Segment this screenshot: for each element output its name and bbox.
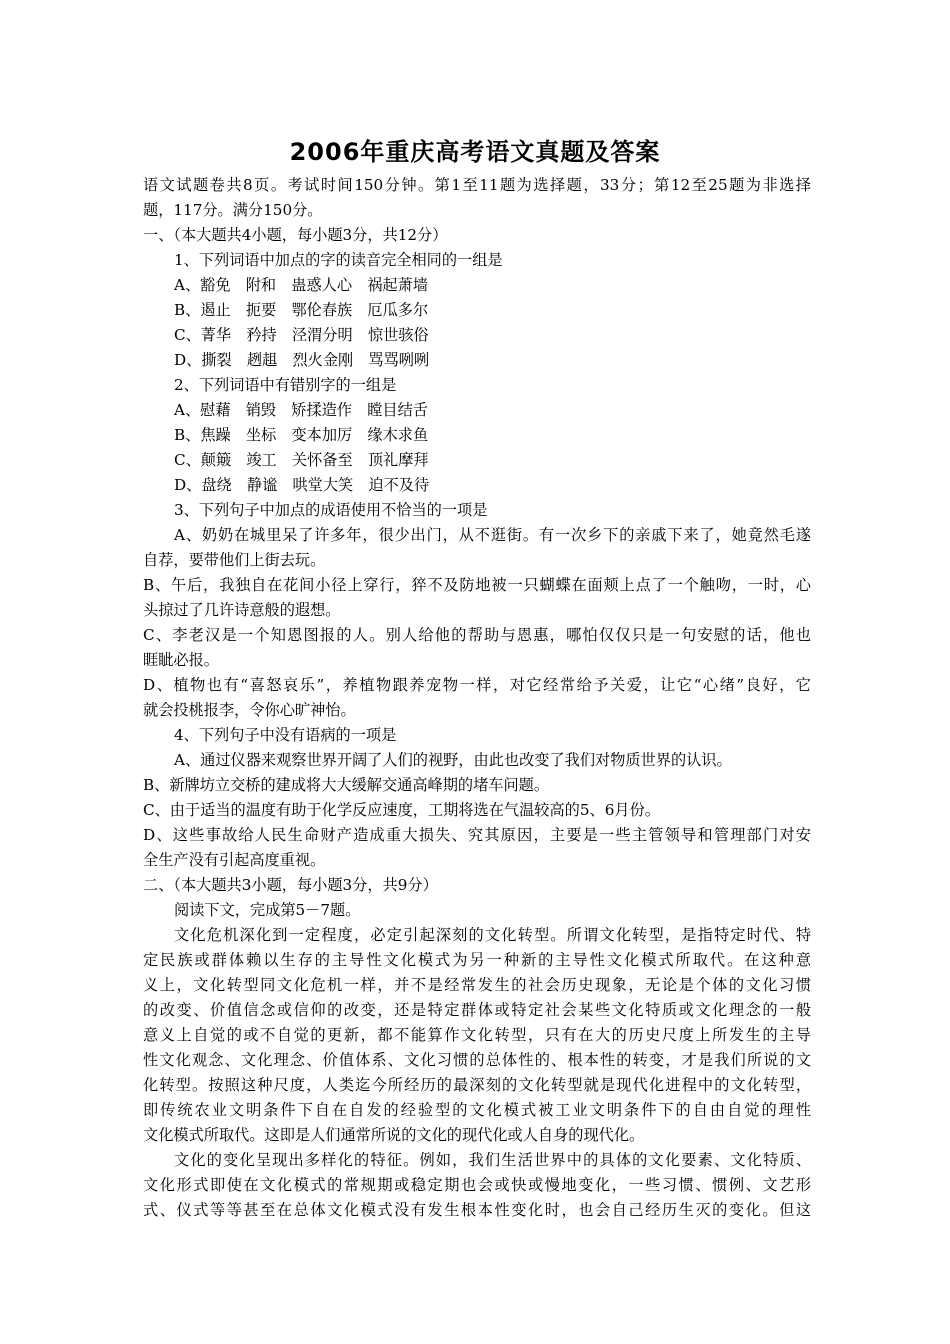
text-line: 义上，文化转型同文化危机一样，并不是经常发生的社会历史现象，无论是个体的文化习惯 (143, 976, 811, 994)
text-line: 语文试题卷共8页。考试时间150分钟。第1至11题为选择题，33分；第12至25题为非选择 (143, 176, 811, 194)
text-line: 一、（本大题共4小题，每小题3分，共12分） (143, 226, 448, 244)
text-line: 意义上自觉的或不自觉的更新，都不能算作文化转型，只有在大的历史尺度上所发生的主导 (143, 1026, 811, 1044)
text-line: D、植物也有“喜怒哀乐”，养植物跟养宠物一样，对它经常给予关爱，让它“心绪”良好，它 (143, 676, 811, 694)
text-line: 睚眦必报。 (143, 651, 219, 669)
text-line: D、这些事故给人民生命财产造成重大损失、究其原因，主要是一些主管领导和管理部门对安 (143, 826, 811, 844)
text-line: 3、下列句子中加点的成语使用不恰当的一项是 (174, 501, 488, 519)
text-line: 式、仪式等等甚至在总体文化模式没有发生根本性变化时，也会自己经历生灭的变化。但这 (143, 1201, 811, 1219)
text-line: A、豁免 附和 蛊惑人心 祸起萧墙 (174, 276, 428, 294)
text-line: A、慰藉 销毁 矫揉造作 瞠目结舌 (174, 401, 428, 419)
text-line: 全生产没有引起高度重视。 (143, 851, 326, 869)
text-line: 头掠过了几许诗意般的遐想。 (143, 601, 341, 619)
text-line: 1、下列词语中加点的字的读音完全相同的一组是 (174, 251, 503, 269)
text-line: A、通过仪器来观察世界开阔了人们的视野，由此也改变了我们对物质世界的认识。 (174, 751, 732, 769)
text-line: 自荐，要带他们上街去玩。 (143, 551, 326, 569)
text-line: 文化模式所取代。这即是人们通常所说的文化的现代化或人自身的现代化。 (143, 1126, 645, 1144)
text-line: 性文化观念、文化理念、价值体系、文化习惯的总体性的、根本性的转变，才是我们所说的文 (143, 1051, 811, 1069)
text-line: C、由于适当的温度有助于化学反应速度，工期将选在气温较高的5、6月份。 (143, 801, 660, 819)
text-line: 阅读下文，完成第5－7题。 (174, 901, 361, 919)
text-line: A、奶奶在城里呆了许多年，很少出门，从不逛街。有一次乡下的亲戚下来了，她竟然毛遂 (174, 526, 811, 544)
text-line: C、李老汉是一个知恩图报的人。别人给他的帮助与恩惠，哪怕仅仅只是一句安慰的话，他也 (143, 626, 811, 644)
text-line: B、焦躁 坐标 变本加厉 缘木求鱼 (174, 426, 429, 444)
text-line: 文化形式即使在文化模式的常规期或稳定期也会或快或慢地变化，一些习惯、惯例、文艺形 (143, 1176, 811, 1194)
text-line: 2、下列词语中有错别字的一组是 (174, 376, 397, 394)
text-line: 化转型。按照这种尺度，人类迄今所经历的最深刻的文化转型就是现代化进程中的文化转型， (143, 1076, 811, 1094)
text-line: 文化的变化呈现出多样化的特征。例如，我们生活世界中的具体的文化要素、文化特质、 (174, 1151, 811, 1169)
text-line: 二、（本大题共3小题，每小题3分，共9分） (143, 876, 438, 894)
text-line: 即传统农业文明条件下自在自发的经验型的文化模式被工业文明条件下的自由自觉的理性 (143, 1101, 811, 1119)
text-line: C、颠簸 竣工 关怀备至 顶礼摩拜 (174, 451, 429, 469)
text-line: 4、下列句子中没有语病的一项是 (174, 726, 397, 744)
text-line: D、撕裂 趔趄 烈火金刚 骂骂咧咧 (174, 351, 430, 369)
text-line: B、新牌坊立交桥的建成将大大缓解交通高峰期的堵车问题。 (143, 776, 550, 794)
text-line: 文化危机深化到一定程度，必定引起深刻的文化转型。所谓文化转型，是指特定时代、特 (174, 926, 811, 944)
text-line: 题，117分。满分150分。 (143, 201, 323, 219)
document-title: 2006年重庆高考语文真题及答案 (289, 138, 661, 166)
text-line: 就会投桃报李，令你心旷神怡。 (143, 701, 356, 719)
text-line: B、午后，我独自在花间小径上穿行，猝不及防地被一只蝴蝶在面颊上点了一个触吻，一时，心 (143, 576, 811, 594)
text-line: C、菁华 矜持 泾渭分明 惊世骇俗 (174, 326, 429, 344)
text-line: 的改变、价值信念或信仰的改变，还是特定群体或特定社会某些文化特质或文化理念的一般 (143, 1001, 811, 1019)
text-line: B、遏止 扼要 鄂伦春族 厄瓜多尔 (174, 301, 429, 319)
text-line: 定民族或群体赖以生存的主导性文化模式为另一种新的主导性文化模式所取代。在这种意 (143, 951, 811, 969)
text-line: D、盘绕 静谧 哄堂大笑 迫不及待 (174, 476, 430, 494)
document-body (143, 173, 811, 1223)
